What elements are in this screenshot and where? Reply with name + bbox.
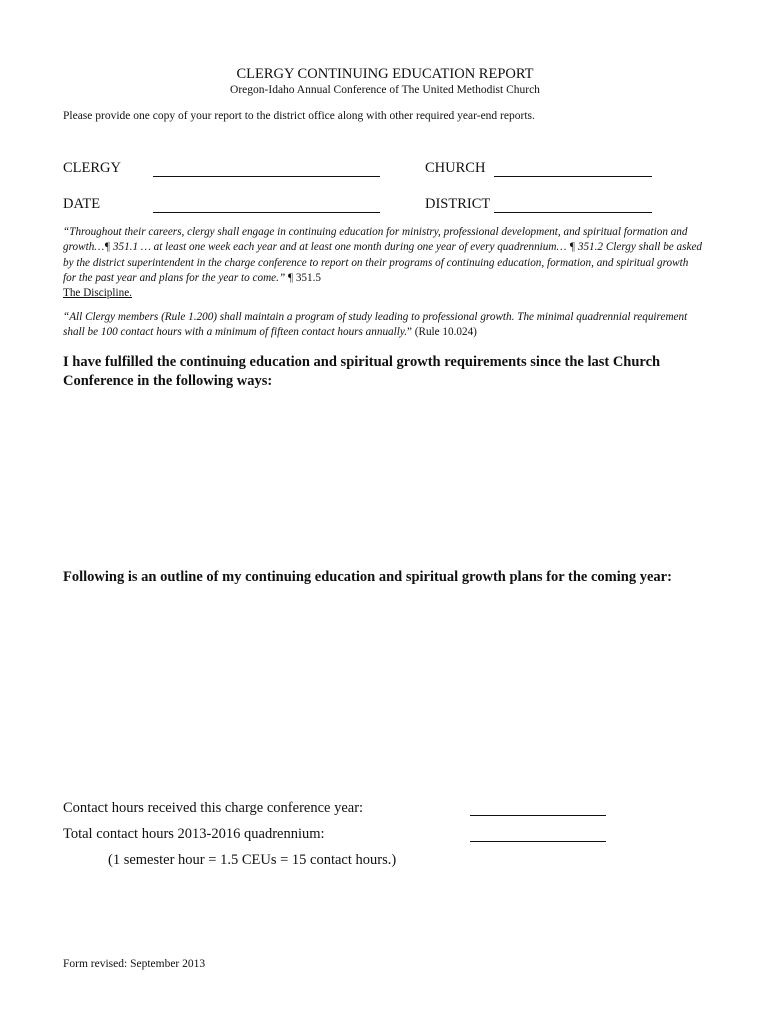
district-field[interactable]: [494, 198, 652, 213]
contact-hours-received-field[interactable]: [470, 801, 606, 816]
rule-quote-ref: ” (Rule 10.024): [407, 326, 477, 339]
church-field[interactable]: [494, 162, 652, 177]
rule-quote-text: “All Clergy members (Rule 1.200) shall maintain a program of study leading to professional growth. The minimal quadrennial requirement shall be 100 contact hours with a minimum of fifteen contact hours annually.: [63, 311, 688, 339]
discipline-quote: [63, 225, 703, 301]
clergy-field[interactable]: [153, 162, 380, 177]
form-subtitle: Oregon-Idaho Annual Conference of The United Methodist Church: [230, 84, 540, 96]
clergy-label: CLERGY: [63, 160, 121, 176]
conversion-note: (1 semester hour = 1.5 CEUs = 15 contact hours.): [108, 852, 397, 868]
contact-hours-received-label: Contact hours received this charge conference year:: [63, 800, 364, 816]
form-revised-note: Form revised: September 2013: [63, 958, 206, 970]
discipline-quote-ref: ¶ 351.5: [285, 271, 322, 284]
plans-response-area[interactable]: [63, 595, 703, 785]
date-label: DATE: [63, 196, 101, 212]
discipline-quote-text: “Throughout their careers, clergy shall engage in continuing education for ministry, professional development, and spiritual formation and growth…¶ 351.1 … at least one week each year and at least one month during one year of every quadrennium… ¶ 351.2 Clergy shall be asked by the district superintendent in the charge conference to report on their programs of continuing education, formation, and spiritual growth for the past year and plans for the year to come.”: [63, 226, 703, 284]
fulfilled-response-area[interactable]: [63, 395, 703, 555]
plans-heading: Following is an outline of my continuing education and spiritual growth plans for the coming year:: [63, 569, 672, 585]
date-field[interactable]: [153, 198, 380, 213]
discipline-quote-source: The Discipline.: [63, 287, 132, 300]
rule-quote: [63, 310, 703, 341]
form-title: CLERGY CONTINUING EDUCATION REPORT: [236, 66, 534, 82]
instructions-text: Please provide one copy of your report to the district office along with other required year-end reports.: [63, 110, 535, 122]
church-label: CHURCH: [425, 160, 486, 176]
fulfilled-heading: I have fulfilled the continuing education and spiritual growth requirements since the last Church Conference in the following ways:: [63, 354, 661, 389]
total-contact-hours-field[interactable]: [470, 827, 606, 842]
district-label: DISTRICT: [425, 196, 491, 212]
total-contact-hours-label: Total contact hours 2013-2016 quadrennium:: [63, 826, 325, 842]
